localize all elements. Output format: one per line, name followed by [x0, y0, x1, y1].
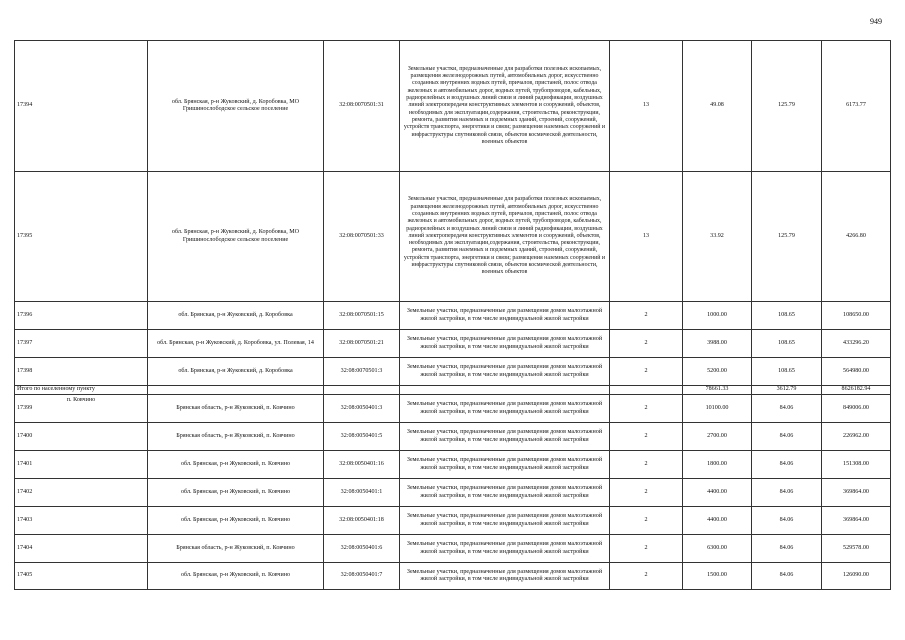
rows-before [15, 41, 891, 386]
total-empty-1 [148, 386, 324, 395]
row-cadastral-value: 529578.00 [822, 535, 891, 563]
row-area: 1500.00 [683, 563, 752, 590]
row-address: обл. Брянская, р-н Жуковский, д. Коробовка, МО Гришинослободское сельское поселение [148, 41, 324, 172]
row-cadastral-number: 32:08:0050401:16 [324, 451, 400, 479]
row-id: 17404 [15, 535, 148, 563]
settlement-total-block [15, 386, 891, 395]
row-area: 1800.00 [683, 451, 752, 479]
row-id: 17395 [15, 172, 148, 302]
row-land-use: Земельные участки, предназначенные для размещения домов малоэтажной жилой застройки, в том числе индивидуальной жилой застройки [400, 479, 610, 507]
total-empty-4 [610, 386, 683, 395]
row-id: 17396 [15, 302, 148, 330]
table-row [15, 563, 891, 590]
total-empty-2 [324, 386, 400, 395]
row-land-use: Земельные участки, предназначенные для размещения домов малоэтажной жилой застройки, в том числе индивидуальной жилой застройки [400, 330, 610, 358]
total-empty-3 [400, 386, 610, 395]
row-cadastral-number: 32:08:0070501:21 [324, 330, 400, 358]
row-cadastral-value: 564980.00 [822, 358, 891, 386]
land-registry-table [14, 40, 891, 590]
row-cadastral-number: 32:08:0050401:18 [324, 507, 400, 535]
row-id: 17394 [15, 41, 148, 172]
row-land-use: Земельные участки, предназначенные для размещения домов малоэтажной жилой застройки, в том числе индивидуальной жилой застройки [400, 507, 610, 535]
row-use-code: 2 [610, 563, 683, 590]
row-address: Брянская область, р-н Жуковский, п. Ковчино [148, 395, 324, 423]
row-address: обл. Брянская, р-н Жуковский, д. Коробовка [148, 358, 324, 386]
settlement-total-row [15, 386, 891, 395]
row-land-use: Земельные участки, предназначенные для размещения домов малоэтажной жилой застройки, в том числе индивидуальной жилой застройки [400, 451, 610, 479]
row-address: обл. Брянская, р-н Жуковский, п. Ковчино [148, 507, 324, 535]
row-area: 3988.00 [683, 330, 752, 358]
row-specific-value: 125.79 [752, 172, 822, 302]
table-row [15, 423, 891, 451]
row-id: 17401 [15, 451, 148, 479]
row-cadastral-number: 32:08:0050401:7 [324, 563, 400, 590]
row-cadastral-number: 32:08:0070501:33 [324, 172, 400, 302]
row-cadastral-value: 6173.77 [822, 41, 891, 172]
row-cadastral-number: 32:08:0050401:3 [324, 395, 400, 423]
row-area: 33.92 [683, 172, 752, 302]
row-address: обл. Брянская, р-н Жуковский, д. Коробовка, МО Гришинослободское сельское поселение [148, 172, 324, 302]
row-specific-value: 84.06 [752, 563, 822, 590]
row-area: 6300.00 [683, 535, 752, 563]
row-address: Брянская область, р-н Жуковский, п. Ковчино [148, 535, 324, 563]
total-label: Итого по населенному пункту [15, 386, 148, 395]
row-area: 4400.00 [683, 507, 752, 535]
row-land-use: Земельные участки, предназначенные для размещения домов малоэтажной жилой застройки, в том числе индивидуальной жилой застройки [400, 302, 610, 330]
table-row [15, 507, 891, 535]
row-land-use: Земельные участки, предназначенные для размещения домов малоэтажной жилой застройки, в том числе индивидуальной жилой застройки [400, 395, 610, 423]
row-address: обл. Брянская, р-н Жуковский, д. Коробовка, ул. Полевая, 14 [148, 330, 324, 358]
row-land-use: Земельные участки, предназначенные для размещения домов малоэтажной жилой застройки, в том числе индивидуальной жилой застройки [400, 563, 610, 590]
row-land-use: Земельные участки, предназначенные для разработки полезных ископаемых, размещения железнодорожных путей, автомобильных дорог, искусственно созданных внутренних водных путей, причалов, пристаней, полос отвода железных и автомобильных дорог, водных путей, трубопроводов, кабельных, радиорелейных и воздушных линий связи и линий радиофикации, воздушных линий электропередачи конструктивных элементов и сооружений, объектов, необходимых для эксплуатации,содержания, строительства, реконструкции, ремонта, развития наземных и подземных зданий, строений, сооружений, устройств транспорта, энергетики и связи; размещения наземных сооружений и инфраструктуры спутниковой связи, объектов космической деятельности, военных объектов [400, 41, 610, 172]
row-cadastral-number: 32:08:0070501:31 [324, 41, 400, 172]
row-id: 17402 [15, 479, 148, 507]
table-row [15, 395, 891, 423]
row-land-use: Земельные участки, предназначенные для размещения домов малоэтажной жилой застройки, в том числе индивидуальной жилой застройки [400, 358, 610, 386]
row-use-code: 2 [610, 358, 683, 386]
table-row [15, 358, 891, 386]
row-specific-value: 108.65 [752, 358, 822, 386]
row-id: 17397 [15, 330, 148, 358]
row-specific-value: 125.79 [752, 41, 822, 172]
row-address: Брянская область, р-н Жуковский, п. Ковчино [148, 423, 324, 451]
row-land-use: Земельные участки, предназначенные для размещения домов малоэтажной жилой застройки, в том числе индивидуальной жилой застройки [400, 535, 610, 563]
row-specific-value: 84.06 [752, 451, 822, 479]
row-id: 17403 [15, 507, 148, 535]
row-use-code: 2 [610, 507, 683, 535]
row-area: 49.08 [683, 41, 752, 172]
row-cadastral-number: 32:08:0050401:5 [324, 423, 400, 451]
row-cadastral-value: 108650.00 [822, 302, 891, 330]
row-cadastral-value: 433296.20 [822, 330, 891, 358]
row-use-code: 2 [610, 330, 683, 358]
row-address: обл. Брянская, р-н Жуковский, д. Коробовка [148, 302, 324, 330]
row-land-use: Земельные участки, предназначенные для размещения домов малоэтажной жилой застройки, в том числе индивидуальной жилой застройки [400, 423, 610, 451]
row-specific-value: 84.06 [752, 507, 822, 535]
table-row [15, 302, 891, 330]
row-land-use: Земельные участки, предназначенные для разработки полезных ископаемых, размещения железнодорожных путей, автомобильных дорог, искусственно созданных внутренних водных путей, причалов, пристаней, полос отвода железных и автомобильных дорог, водных путей, трубопроводов, кабельных, радиорелейных и воздушных линий связи и линий радиофикации, воздушных линий электропередачи конструктивных элементов и сооружений, объектов, необходимых для эксплуатации,содержания, строительства, реконструкции, ремонта, развития наземных и подземных зданий, строений, сооружений, устройств транспорта, энергетики и связи; размещения наземных сооружений и инфраструктуры спутниковой связи, объектов космической деятельности, военных объектов [400, 172, 610, 302]
row-use-code: 2 [610, 479, 683, 507]
row-address: обл. Брянская, р-н Жуковский, п. Ковчино [148, 563, 324, 590]
row-use-code: 2 [610, 302, 683, 330]
row-area: 10100.00 [683, 395, 752, 423]
row-use-code: 2 [610, 535, 683, 563]
table-row [15, 172, 891, 302]
settlement-name: п. Ковчино [66, 396, 96, 403]
table-row [15, 330, 891, 358]
table-row [15, 451, 891, 479]
row-use-code: 2 [610, 451, 683, 479]
row-specific-value: 108.65 [752, 302, 822, 330]
row-area: 5200.00 [683, 358, 752, 386]
row-cadastral-value: 849006.00 [822, 395, 891, 423]
table-row [15, 479, 891, 507]
row-cadastral-value: 369864.00 [822, 507, 891, 535]
row-use-code: 2 [610, 423, 683, 451]
page-number: 949 [870, 17, 882, 26]
table-row [15, 535, 891, 563]
row-area: 2700.00 [683, 423, 752, 451]
row-specific-value: 84.06 [752, 535, 822, 563]
table-row [15, 41, 891, 172]
rows-after [15, 395, 891, 590]
row-cadastral-value: 151308.00 [822, 451, 891, 479]
row-use-code: 13 [610, 41, 683, 172]
row-use-code: 13 [610, 172, 683, 302]
row-cadastral-value: 126090.00 [822, 563, 891, 590]
row-specific-value: 108.65 [752, 330, 822, 358]
row-cadastral-value: 369864.00 [822, 479, 891, 507]
row-cadastral-number: 32:08:0050401:6 [324, 535, 400, 563]
row-specific-value: 84.06 [752, 423, 822, 451]
row-specific-value: 84.06 [752, 479, 822, 507]
row-cadastral-value: 4266.80 [822, 172, 891, 302]
row-area: 1000.00 [683, 302, 752, 330]
row-cadastral-value: 226962.00 [822, 423, 891, 451]
row-id: 17405 [15, 563, 148, 590]
total-area: 78661.33 [683, 386, 752, 395]
row-use-code: 2 [610, 395, 683, 423]
row-id: 17400 [15, 423, 148, 451]
total-cost: 8626182.94 [822, 386, 891, 395]
row-cadastral-number: 32:08:0070501:3 [324, 358, 400, 386]
row-area: 4400.00 [683, 479, 752, 507]
row-cadastral-number: 32:08:0070501:15 [324, 302, 400, 330]
row-address: обл. Брянская, р-н Жуковский, п. Ковчино [148, 479, 324, 507]
row-cadastral-number: 32:08:0050401:1 [324, 479, 400, 507]
row-address: обл. Брянская, р-н Жуковский, п. Ковчино [148, 451, 324, 479]
row-id-value: 17399 [17, 404, 33, 411]
row-id [15, 395, 148, 423]
row-id: 17398 [15, 358, 148, 386]
total-rate: 3612.79 [752, 386, 822, 395]
row-specific-value: 84.06 [752, 395, 822, 423]
